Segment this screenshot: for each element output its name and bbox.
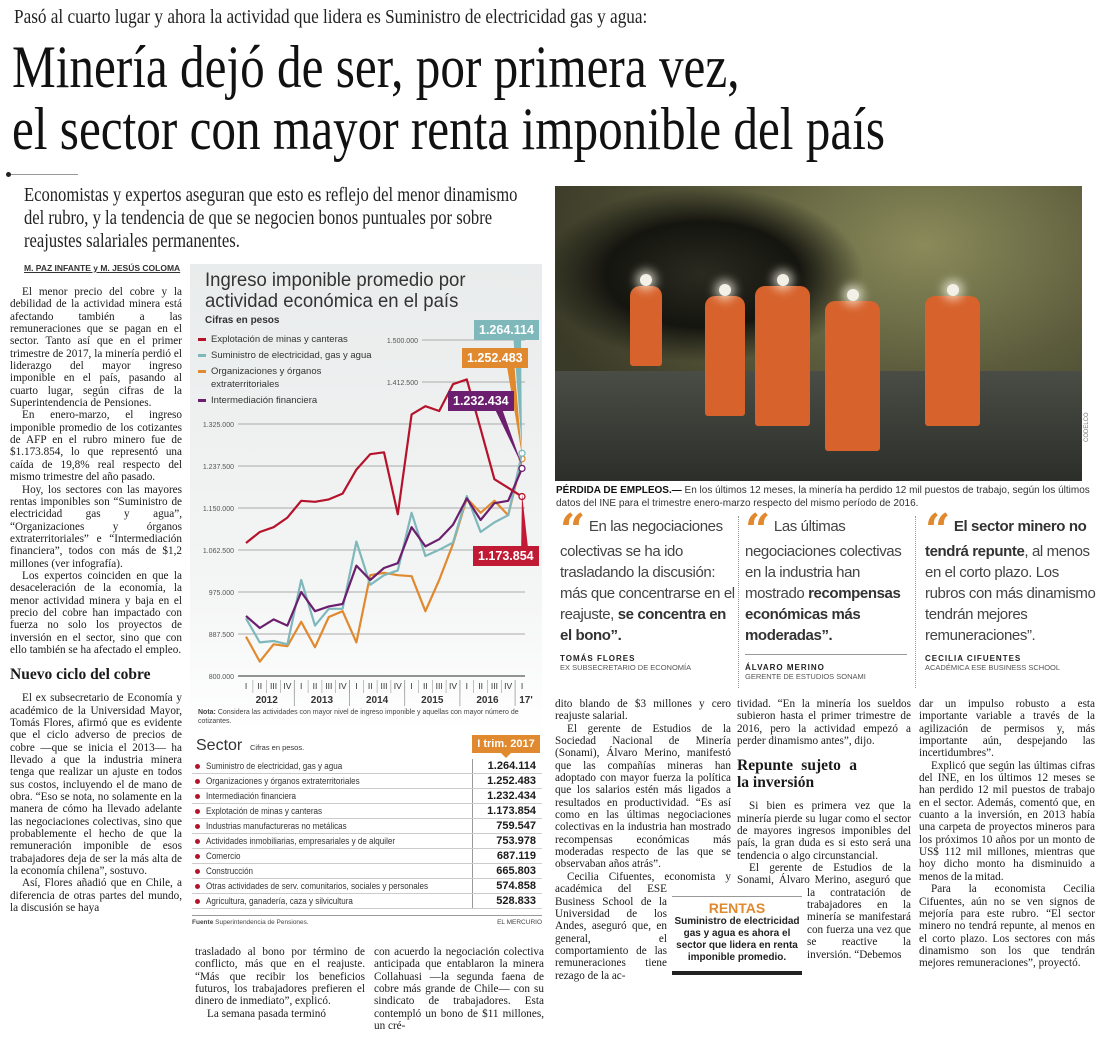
rentas-text: Suministro de electricidad gas y agua es ahora el sector que lidera en renta imponible promedio. — [674, 916, 800, 963]
x-tick-label: II — [478, 681, 483, 691]
pull-quote-flores — [560, 505, 735, 672]
sector-cell — [206, 774, 472, 788]
sector-value: 528.833 — [472, 894, 542, 908]
paragraph: con acuerdo la negociación colectiva anticipada que entablaron la minera Collahuasi —la segunda faena de cobre más grande de Chile— con su sindicato de trabajadores. Esta contempló un bono de $11 millones, un cré- — [374, 946, 544, 1033]
table-footer — [192, 915, 542, 926]
subheading: Nuevo ciclo del cobre — [10, 666, 151, 684]
paragraph: La semana pasada terminó — [207, 1007, 326, 1020]
x-tick-label: II — [312, 681, 318, 691]
sector-cell — [206, 894, 472, 908]
y-tick-label: 1.237.500 — [202, 464, 234, 471]
bullet-icon — [195, 779, 200, 784]
article-column-2 — [195, 946, 365, 1020]
article-column-3 — [374, 946, 544, 1032]
sector-name: Explotación de minas y canteras — [206, 806, 323, 817]
sector-table — [192, 733, 542, 926]
bullet-icon — [195, 794, 200, 799]
callout-mining: 1.173.854 — [473, 546, 539, 566]
legend-label: Organizaciones y órganos extraterritoriales — [211, 366, 322, 390]
miner-figure — [925, 296, 980, 426]
sector-value: 687.119 — [472, 849, 542, 863]
chart-legend — [198, 333, 376, 410]
bullet-icon — [195, 824, 200, 829]
legend-item — [198, 365, 376, 391]
photo-caption — [556, 484, 1096, 510]
tunnel-floor — [555, 371, 1082, 481]
paragraph: Para la economista Cecilia Cifuentes, aún no se ven signos de mejoría para este rubro. “El sector minero no tendrá repunte, al menos en el corto plazo. Los sectores con más dinamismo son los que tendrán mejores remuneraciones”, proyectó. — [919, 883, 1095, 970]
source-text: Superintendencia de Pensiones. — [213, 919, 309, 926]
sector-value: 574.858 — [472, 879, 542, 893]
sector-name: Construcción — [206, 866, 254, 877]
quote-mark-icon: “ — [560, 505, 585, 556]
headline — [12, 36, 885, 160]
headline-line-1: Minería dejó de ser, por primera vez, — [12, 34, 740, 100]
paragraph: trasladado al bono por término de conflicto, más que en el reajuste. “Más que recibir los beneficios futuros, los trabajadores prefieren el dinero de inmediato”, explicó. — [195, 946, 365, 1008]
sector-cell — [206, 879, 472, 893]
legend-swatch — [198, 370, 206, 373]
x-year-label: 2014 — [365, 695, 389, 706]
y-tick-label: 1.325.000 — [202, 422, 234, 429]
x-year-label: 2012 — [255, 695, 278, 706]
table-row — [192, 894, 542, 909]
quote-author: CECILIA CIFUENTES — [925, 654, 1022, 663]
sector-name: Industrias manufactureras no metálicas — [206, 821, 347, 832]
x-tick-label: I — [355, 681, 358, 691]
x-tick-label: I — [465, 681, 468, 691]
quote-text: , al menos en el corto plazo. Los rubros con más dinamismo tendrán mejores remuneraciones”. — [925, 543, 1096, 644]
legend-item — [198, 333, 376, 346]
bullet-rule — [8, 174, 78, 175]
sector-cell — [206, 819, 472, 833]
paragraph: Hoy, los sectores con las mayores rentas imponibles son “Suministro de electricidad gas y agua”, “Organizaciones y órganos extraterritoriales” e “Intermediación financiera”, todos con más de $1,2 millones (ver infografía). — [10, 483, 182, 570]
x-year-label: 2016 — [476, 695, 499, 706]
miner-figure — [630, 286, 662, 366]
x-tick-label: II — [257, 681, 263, 691]
chart-title: Ingreso imponible promedio por actividad económica en el país — [205, 269, 466, 312]
y-tick-label: 1.150.000 — [202, 506, 234, 513]
x-tick-label: III — [380, 681, 388, 691]
sector-value: 1.252.483 — [472, 774, 542, 788]
paragraph: dito blando de $3 millones y cero reajuste salarial. — [555, 698, 731, 723]
bullet-icon — [195, 899, 200, 904]
miner-figure — [825, 301, 880, 451]
sector-name: Comercio — [206, 851, 241, 862]
sector-name: Agricultura, ganadería, caza y silvicultura — [206, 896, 353, 907]
x-tick-label: IV — [504, 681, 513, 691]
bullet-icon — [195, 809, 200, 814]
mine-photo — [555, 186, 1082, 481]
table-title: Sector — [196, 737, 243, 754]
caption-lead: PÉRDIDA DE EMPLEOS.— — [556, 485, 682, 496]
x-tick-label: I — [244, 681, 248, 691]
table-row — [192, 804, 542, 819]
paragraph: El gerente de Estudios de la Sonami, Álvaro Merino, aseguró que la contratación de trabajadores en la minería se manifestará con fuerza una vez que se reactive la inversión. “Debemos — [737, 862, 911, 961]
divider — [738, 516, 739, 688]
table-row — [192, 759, 542, 774]
quote-mark-icon: “ — [745, 505, 770, 556]
legend-label: Explotación de minas y canteras — [211, 334, 348, 345]
legend-swatch — [198, 338, 206, 341]
data-point — [519, 450, 525, 456]
quote-emphasis: El sector minero no tendrá repunte — [925, 518, 1087, 560]
byline: M. PAZ INFANTE y M. JESÚS COLOMA — [24, 263, 181, 273]
x-tick-label: II — [423, 681, 428, 691]
callout-organizations: 1.252.483 — [462, 348, 528, 368]
paragraph: tividad. “En la minería los sueldos subieron hasta el primer trimestre de 2016, pero la actividad empezó a perder dinamismo antes”, dijo. — [737, 698, 911, 748]
rentas-rule — [672, 971, 802, 975]
paragraph: Explicó que según las últimas cifras del INE, en los últimos 12 meses se han perdido 12 mil puestos de trabajo en el sector. Además, comentó que, en cuanto a la inversión, en 2013 había una carpeta de proyectos mineros para los próximos 10 años por un monto de US$ 112 mil millones, mientras que hoy dicho monto ha disminuido a menos de la mitad. — [919, 759, 1095, 883]
legend-swatch — [198, 399, 206, 402]
article-column-1 — [10, 286, 182, 915]
x-tick-label: III — [270, 681, 278, 691]
table-row — [192, 864, 542, 879]
brand: EL MERCURIO — [497, 919, 542, 926]
miner-figure — [755, 286, 810, 426]
chart-note — [198, 708, 528, 726]
headline-line-2: el sector con mayor renta imponible del país — [12, 96, 886, 162]
table-header — [192, 733, 542, 759]
table-units: Cifras en pesos. — [250, 743, 305, 752]
caption-text: En los últimos 12 meses, la minería ha perdido 12 mil puestos de trabajo, según los últimos datos del INE para el trimestre enero-marzo respecto del mismo período de 2016. — [556, 485, 1090, 509]
article-column-6 — [919, 698, 1095, 970]
callout-finance: 1.232.434 — [448, 391, 514, 411]
sector-name: Actividades inmobiliarias, empresariales y de alquiler — [206, 836, 396, 847]
x-year-label: 17' — [519, 695, 533, 706]
bullet-icon — [195, 764, 200, 769]
y-tick-label: 975.000 — [208, 590, 234, 597]
legend-label: Intermediación financiera — [211, 395, 318, 406]
y-tick-label: 1.412.500 — [386, 380, 418, 387]
quote-author: ÁLVARO MERINO — [745, 663, 825, 672]
sector-value: 753.978 — [472, 834, 542, 848]
sector-name: Otras actividades de serv. comunitarios, sociales y personales — [206, 881, 429, 892]
paragraph: El ex subsecretario de Economía y académico de la Universidad Mayor, Tomás Flores, afirmó que es evidente que el ciclo adverso de precios de cobre —que se inicia el 2013— ha llevado a que la industria minera tenga que realizar un ajuste en todos sus costos, incluyendo el de mano de obra. “Eso se nota, no solamente en la manera de cómo ha llevado adelante las negociaciones colectivas, sino que probablemente el hecho de que la remuneración imponible de esos trabajadores deja de ser la más alta de la economía chilena”, sostuvo. — [10, 692, 182, 878]
sector-value: 759.547 — [472, 819, 542, 833]
y-tick-label: 887.500 — [208, 632, 234, 639]
table-row — [192, 834, 542, 849]
sector-cell — [206, 864, 472, 878]
x-tick-label: IV — [393, 681, 402, 691]
sector-value: 1.173.854 — [472, 804, 542, 818]
x-tick-label: IV — [448, 681, 458, 691]
sector-value: 1.264.114 — [472, 759, 542, 773]
table-row — [192, 879, 542, 894]
x-tick-label: II — [367, 681, 373, 691]
sector-name: Organizaciones y órganos extraterritoriales — [206, 776, 360, 787]
x-tick-label: IV — [338, 681, 347, 691]
y-tick-label: 800.000 — [208, 674, 234, 681]
table-row — [192, 849, 542, 864]
y-tick-label: 1.062.500 — [202, 548, 234, 555]
sector-value: 665.803 — [472, 864, 542, 878]
pull-quote-merino — [745, 505, 907, 681]
x-tick-label: I — [300, 681, 303, 691]
quote-mark-icon: “ — [925, 505, 950, 556]
sector-name: Suministro de electricidad, gas y agua — [206, 761, 343, 772]
x-tick-label: IV — [283, 681, 292, 691]
quote-emphasis: recompensas económicas más moderadas — [745, 585, 901, 644]
miner-figure — [705, 296, 745, 416]
x-tick-label: III — [435, 681, 443, 691]
photo-credit: CODELCO — [1084, 412, 1090, 442]
paragraph: dar un impulso robusto a esta importante variable a través de la agilización de permisos y, más importante aún, despejando las incertidumbres”. — [919, 698, 1095, 760]
data-point — [519, 465, 525, 471]
sector-cell — [206, 759, 472, 773]
legend-swatch — [198, 354, 206, 357]
sector-value: 1.232.434 — [472, 789, 542, 803]
x-tick-label: I — [410, 681, 413, 691]
chart-subtitle: Cifras en pesos — [205, 315, 280, 326]
rentas-box — [672, 896, 802, 975]
quote-role: GERENTE DE ESTUDIOS SONAMI — [745, 672, 866, 681]
source — [192, 919, 309, 926]
callout-electricity: 1.264.114 — [474, 320, 539, 340]
pull-quote-cifuentes — [925, 505, 1100, 672]
rentas-title: RENTAS — [708, 900, 766, 916]
divider — [915, 516, 916, 688]
table-row — [192, 819, 542, 834]
kicker: Pasó al cuarto lugar y ahora la actividad que lidera es Suministro de electricidad gas y agua: — [14, 6, 648, 28]
sector-cell — [206, 789, 472, 803]
sector-cell — [206, 804, 472, 818]
legend-item — [198, 394, 376, 407]
paragraph: El menor precio del cobre y la debilidad de la actividad minera está afectando también a las remuneraciones que se pagan en el sector. Tanto así que en el primer trimestre de 2017, la minería perdió el liderazgo del mayor ingreso imponible en el país, pasando al cuarto lugar, según cifras de la Superintendencia de Pensiones. — [10, 286, 182, 410]
y-tick-label: 1.500.000 — [386, 338, 418, 345]
table-row — [192, 789, 542, 804]
quote-text: En las negociaciones colectivas se ha ido trasladando la discusión: más que concentrarse en el reajuste, — [560, 518, 735, 623]
paragraph: Así, Flores añadió que en Chile, a diferencia de otras partes del mundo, la discusión se haya — [10, 877, 182, 915]
quote-role: ACADÉMICA ESE BUSINESS SCHOOL — [925, 663, 1061, 672]
legend-item — [198, 349, 376, 362]
paragraph: Cecilia Cifuentes, economista y académica del ESE Business School de la Universidad de los Andes, aseguró que, en general, el comportamiento de las remuneraciones tiene rezago de la ac- — [555, 870, 731, 982]
bullet-icon — [195, 839, 200, 844]
sector-cell — [206, 849, 472, 863]
bullet-icon — [195, 854, 200, 859]
note-label: Nota: — [198, 709, 216, 716]
paragraph: El gerente de Estudios de la Sociedad Nacional de Minería (Sonami), Álvaro Merino, manifestó que las compañías mineras han adoptado con mayor fuerza la política que los salarios estén más ligados a resultados en productividad. “Es así como en las últimas negociaciones colectivas en la industria han mostrado recompensas económicas más moderadas respecto de las que se observaban años atrás”. — [555, 722, 731, 871]
sector-cell — [206, 834, 472, 848]
table-row — [192, 774, 542, 789]
column-header: I trim. 2017 — [472, 735, 540, 753]
x-tick-label: III — [490, 681, 498, 691]
x-tick-label: III — [325, 681, 333, 691]
sector-name: Intermediación financiera — [206, 791, 297, 802]
quote-emphasis: se concentra en el bono — [560, 606, 726, 644]
bullet-icon — [195, 869, 200, 874]
quote-end: ”. — [821, 627, 833, 644]
paragraph: En enero-marzo, el ingreso imponible promedio de los cotizantes de AFP en el rubro minero fue de $1.173.854, lo que representó una caída de 19,8% real respecto del mismo trimestre del año pasado. — [10, 409, 182, 484]
x-year-label: 2013 — [310, 695, 334, 706]
x-tick-label: I — [520, 681, 524, 691]
paragraph: Si bien es primera vez que la minería pierde su lugar como el sector de mayores ingresos imponibles del país, la gran duda es si esto será una tendencia o algo circunstancial. — [737, 800, 911, 862]
quote-end: ”. — [610, 627, 622, 644]
quote-role: EX SUBSECRETARIO DE ECONOMÍA — [560, 663, 692, 672]
paragraph: Los expertos coinciden en que la desaceleración de la economía, la menor actividad minera y baja en el precio del cobre han impactado con fuerza no solo los proyectos de inversión en el sector, sino que con ello también se ha afectado el empleo. — [10, 569, 182, 656]
source-label: Fuente — [192, 919, 214, 926]
deck: Economistas y expertos aseguran que esto es reflejo del menor dinamismo del rubro, y la tendencia de que se negocien bonos puntuales por sobre reajustes salariales permanentes. — [24, 185, 518, 252]
x-year-label: 2015 — [421, 695, 444, 706]
legend-label: Suministro de electricidad, gas y agua — [211, 350, 372, 361]
quote-author: TOMÁS FLORES — [560, 654, 636, 663]
note-text: Considera las actividades con mayor nivel de ingreso imponible y aquellas con mayor número de cotizantes. — [198, 709, 519, 725]
quote-text: Las últimas negociaciones colectivas en la industria han mostrado — [745, 518, 902, 602]
bullet-icon — [195, 884, 200, 889]
subheading: Repunte sujeto a la inversión — [737, 757, 857, 792]
